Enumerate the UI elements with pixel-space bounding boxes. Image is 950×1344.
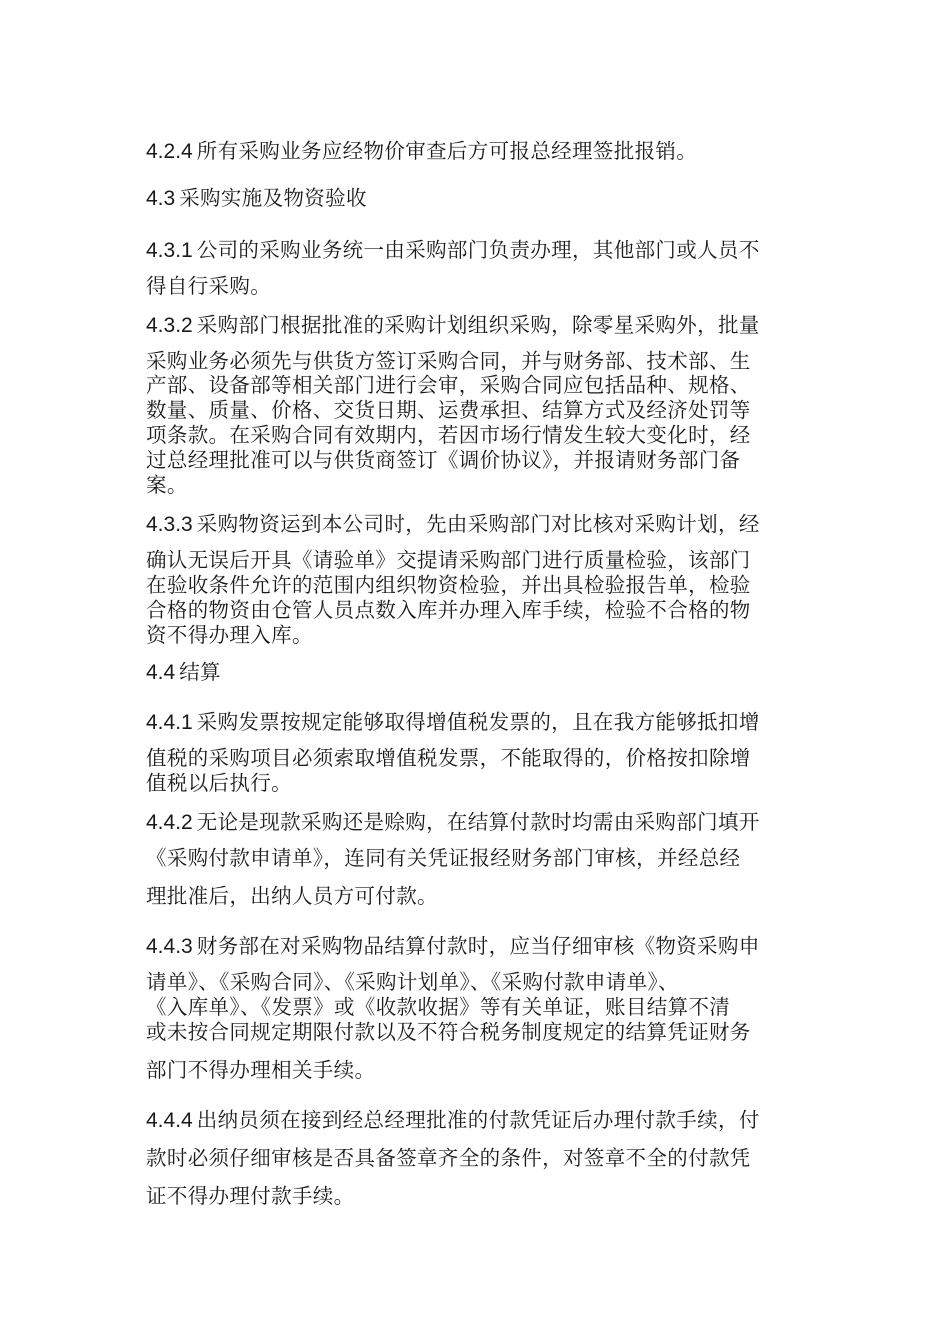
text-line [146,398,816,422]
text-line [146,623,816,647]
text-line [146,423,816,447]
line-text: 值税以后执行。 [146,771,292,795]
text-line [146,448,816,472]
line-text: 在验收条件允许的范围内组织物资检验，并出具检验报告单，检验 [146,573,751,597]
text-line [146,771,816,795]
section-number: 4.4.1 [146,711,193,734]
section-number: 4.4 [146,661,176,684]
section-number: 4.3.2 [146,314,193,337]
text-line [146,139,816,164]
line-text: 《采购付款申请单》，连同有关凭证报经财务部门审核，并经总经 [146,846,741,870]
line-text: 公司的采购业务统一由采购部门负责办理，其他部门或人员不 [196,238,760,262]
line-text: 采购发票按规定能够取得增值税发票的，且在我方能够抵扣增 [196,710,760,734]
line-text: 《入库单》、《发票》或《收款收据》等有关单证，账目结算不清 [146,995,731,1019]
text-line [146,1184,816,1208]
text-line [146,373,816,397]
line-text: 采购实施及物资验收 [179,186,367,210]
line-text: 财务部在对采购物品结算付款时，应当仔细审核《物资采购申 [196,934,760,958]
line-text: 理批准后，出纳人员方可付款。 [146,884,438,908]
line-text: 结算 [179,660,221,684]
line-text: 或未按合同规定期限付款以及不符合税务制度规定的结算凭证财务 [146,1020,751,1044]
section-number: 4.4.3 [146,935,193,958]
text-line [146,710,816,735]
line-text: 采购业务必须先与供货方签订采购合同，并与财务部、技术部、生 [146,349,751,373]
line-text: 项条款。在采购合同有效期内，若因市场行情发生较大变化时，经 [146,423,751,447]
line-text: 过总经理批准可以与供货商签订《调价协议》，并报请财务部门备 [146,448,741,472]
line-text: 采购部门根据批准的采购计划组织采购，除零星采购外，批量 [196,313,760,337]
text-line [146,995,816,1019]
text-line [146,274,816,298]
section-number: 4.3.1 [146,239,193,262]
line-text: 案。 [146,473,188,497]
text-line [146,934,816,959]
line-text: 确认无误后开具《请验单》交提请采购部门进行质量检验，该部门 [146,548,751,572]
text-line [146,1058,816,1082]
line-text: 无论是现款采购还是赊购，在结算付款时均需由采购部门填开 [196,810,760,834]
text-line [146,970,816,994]
line-text: 合格的物资由仓管人员点数入库并办理入库手续，检验不合格的物 [146,598,751,622]
text-line [146,573,816,597]
text-line [146,1108,816,1133]
text-line [146,313,816,338]
text-line [146,238,816,263]
line-text: 出纳员须在接到经总经理批准的付款凭证后办理付款手续，付 [196,1108,760,1132]
section-number: 4.3.3 [146,513,193,536]
text-line [146,846,816,870]
section-heading [146,186,816,211]
text-line [146,810,816,835]
line-text: 请单》、《采购合同》、《采购计划单》、《采购付款申请单》、 [146,970,679,994]
line-text: 值税的采购项目必须索取增值税发票，不能取得的，价格按扣除增 [146,746,751,770]
line-text: 证不得办理付款手续。 [146,1184,355,1208]
section-number: 4.4.4 [146,1109,193,1132]
section-heading [146,660,816,685]
line-text: 产部、设备部等相关部门进行会审，采购合同应包括品种、规格、 [146,373,751,397]
text-line [146,473,816,497]
text-line [146,1020,816,1044]
line-text: 资不得办理入库。 [146,623,313,647]
text-line [146,1146,816,1170]
line-text: 得自行采购。 [146,274,272,298]
section-number: 4.2.4 [146,140,193,163]
line-text: 数量、质量、价格、交货日期、运费承担、结算方式及经济处罚等 [146,398,751,422]
section-number: 4.3 [146,187,176,210]
text-line [146,512,816,537]
section-number: 4.4.2 [146,811,193,834]
line-text: 部门不得办理相关手续。 [146,1058,376,1082]
line-text: 采购物资运到本公司时，先由采购部门对比核对采购计划，经 [196,512,760,536]
text-line [146,548,816,572]
text-line [146,349,816,373]
text-line [146,598,816,622]
text-line [146,884,816,908]
line-text: 所有采购业务应经物价审查后方可报总经理签批报销。 [196,139,698,163]
text-line [146,746,816,770]
line-text: 款时必须仔细审核是否具备签章齐全的条件，对签章不全的付款凭 [146,1146,751,1170]
